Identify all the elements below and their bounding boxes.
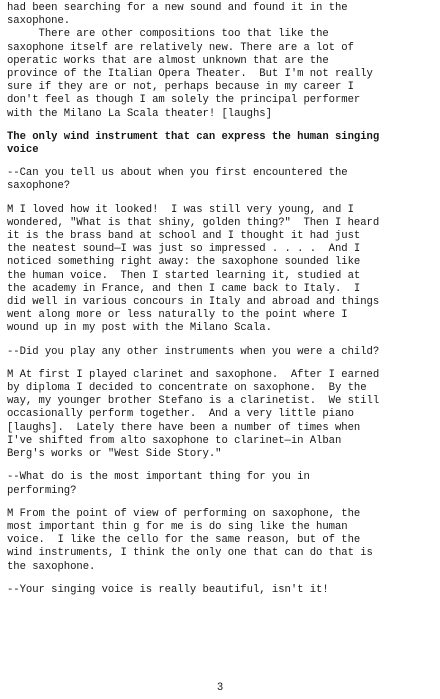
question-first-encounter: --Can you tell us about when you first encountered the saxophone?	[7, 167, 348, 193]
page-number: 3	[216, 682, 224, 694]
answer-other-instruments: M At first I played clarinet and saxophone. After I earned by diploma I decided to concentrate on saxophone. By the way, my younger brother Stefano is a clarinetist. We still occasionally perform together. And a very little piano [laughs]. Lately there have been a number of times when I've shifted from alto saxophone to clarinet—in Alban Berg's works or "West Side Story."	[7, 368, 380, 461]
section-heading: The only wind instrument that can express the human singing voice	[7, 130, 380, 157]
paragraph-intro: had been searching for a new sound and found it in the saxophone. There are other compositions too that like the saxophone itself are relatively new. There are a lot of operatic works that are almost unknown that are the province of the Italian Opera Theater. But I'm not really sure if they are or not, perhaps because in my career I don't feel as though I am solely the principal performer with the Milano La Scala theater! [laughs]	[7, 2, 373, 120]
answer-most-important: M From the point of view of performing on saxophone, the most important thin g for me is do sing like the human voice. I like the cello for the same reason, but of the wind instruments, I think the only one that can do that is the saxophone.	[7, 507, 373, 573]
question-singing-voice: --Your singing voice is really beautiful, isn't it!	[7, 583, 329, 596]
answer-first-encounter: M I loved how it looked! I was still very young, and I wondered, "What is that shiny, golden thing?" Then I heard it is the brass band at school and I thought it had just the neatest sound—I was just so impressed . . . . And I noticed something right away: the saxophone sounded like the human voice. Then I started learning it, studied at the academy in France, and then I came back to Italy. I did well in various concours in Italy and abroad and things went along more or less naturally to the point where I wound up in my post with the Milano Scala.	[7, 203, 380, 335]
page-body	[7, 2, 435, 607]
question-other-instruments: --Did you play any other instruments when you were a child?	[7, 345, 380, 358]
question-most-important: --What do is the most important thing for you in performing?	[7, 471, 310, 497]
